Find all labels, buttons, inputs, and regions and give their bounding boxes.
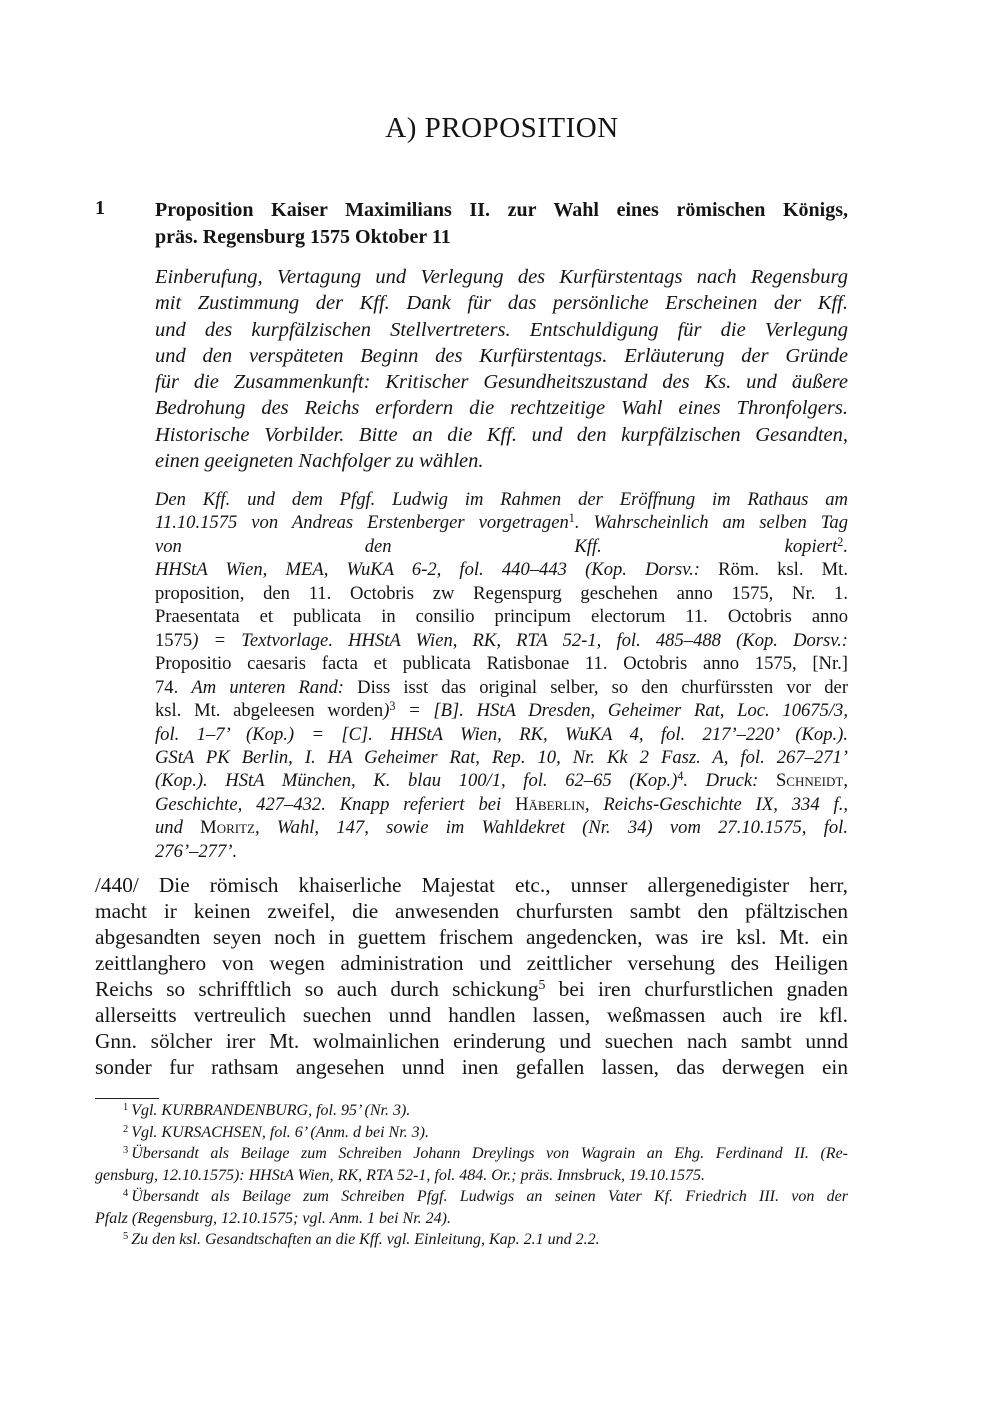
text-segment: /440/ Die römisch khaiserliche Majestat etc., unnser allergenedigister herr,: [95, 873, 848, 897]
text-line: [95, 1028, 848, 1054]
author-name: Häberlin: [515, 793, 585, 815]
text-line: [155, 582, 848, 605]
text-line: [95, 898, 848, 924]
text-line: [95, 1002, 848, 1028]
text-line: [155, 317, 848, 343]
text-line: [155, 264, 848, 290]
footnote-line: [95, 1143, 848, 1165]
footnote-line: [95, 1229, 848, 1251]
footnote-text: Pfalz (Regensburg, 12.10.1575; vgl. Anm. 1 bei Nr. 24).: [95, 1209, 451, 1227]
text-segment: Geschichte, 427–432. Knapp referiert bei: [155, 793, 516, 815]
text-line: [95, 924, 848, 950]
author-name: Moritz: [200, 817, 255, 839]
text-segment: Röm. ksl. Mt.: [700, 559, 848, 581]
document-heading: [155, 197, 848, 251]
text-line: [155, 605, 848, 628]
text-line: [155, 395, 848, 421]
footnote-text: Übersandt als Beilage zum Schreiben Johann Dreylings von Wagrain an Ehg. Ferdinand II. (Re-: [131, 1145, 848, 1162]
text-line: [155, 422, 848, 448]
footnote-reference[interactable]: 5: [538, 977, 546, 993]
footnote-divider: [95, 1098, 159, 1099]
text-segment: Historische Vorbilder. Bitte an die Kff. und den kurpfälzischen Gesandten,: [155, 423, 848, 446]
footnote-line: [95, 1100, 848, 1122]
text-segment: einen geeigneten Nachfolger zu wählen.: [155, 450, 484, 473]
text-line: [155, 793, 848, 816]
heading-line: präs. Regensburg 1575 Oktober 11: [155, 226, 451, 248]
text-segment: fol. 1–7’ (Kop.) = [C]. HHStA Wien, RK, WuKA 4, fol. 217’–220’ (Kop.).: [155, 723, 848, 745]
text-line: [155, 448, 848, 474]
text-segment: ): [383, 700, 390, 722]
text-line: [155, 652, 848, 675]
text-line: [155, 699, 848, 722]
text-segment: .: [843, 535, 848, 557]
text-segment: macht ir keinen zweifel, die anwesenden churfursten sambt den pfältzischen: [95, 899, 848, 923]
text-segment: und des kurpfälzischen Stellvertreters. Entschuldigung für die Verlegung: [155, 318, 848, 341]
text-segment: Den Kff. und dem Pfgf. Ludwig im Rahmen der Eröffnung im Rathaus am: [155, 489, 848, 510]
text-segment: proposition, den 11. Octobris zw Regenspurg geschehen anno 1575, Nr. 1.: [155, 582, 848, 604]
text-line: [155, 369, 848, 395]
source-description: [155, 488, 848, 863]
footnote-text: Übersandt als Beilage zum Schreiben Pfgf. Ludwigs an seinen Vater Kf. Friedrich III. von der: [131, 1188, 848, 1205]
text-line: [95, 976, 848, 1002]
footnote-number: 5: [123, 1231, 129, 1243]
text-segment: Reichs so schrifftlich so auch durch schickung: [95, 977, 539, 1001]
text-segment: bei iren churfurstlichen gnaden: [545, 977, 849, 1001]
text-segment: zeittlanghero von wegen administration und zeittlicher versehung des Heiligen: [95, 951, 848, 975]
text-line: [155, 343, 848, 369]
document-number: 1: [95, 197, 105, 219]
footnote-number: 3: [123, 1145, 129, 1157]
text-segment: , Wahl, 147, sowie im Wahldekret (Nr. 34) vom 27.10.1575, fol.: [254, 817, 848, 839]
text-segment: mit Zustimmung der Kff. Dank für das persönliche Erscheinen der Kff.: [155, 292, 848, 315]
text-segment: für die Zusammenkunft: Kritischer Gesundheitszustand des Ks. und äußere: [155, 371, 848, 394]
text-segment: Am unteren Rand:: [191, 676, 345, 698]
text-segment: abgesandten seyen noch in guettem frischem angedencken, was ire ksl. Mt. ein: [95, 925, 848, 949]
text-line: [155, 511, 848, 534]
document-body-text: [95, 872, 848, 1080]
text-segment: Diss isst das original selber, so den churfürssten vor der: [344, 676, 849, 698]
text-segment: 74.: [155, 676, 192, 698]
text-line: [155, 290, 848, 316]
footnote-number: 1: [123, 1102, 129, 1114]
footnote-reference[interactable]: 4: [677, 769, 684, 784]
text-segment: . Druck:: [683, 770, 776, 792]
footnote-text: Vgl. KURSACHSEN, fol. 6’ (Anm. d bei Nr. 3).: [131, 1123, 429, 1141]
text-segment: und den verspäteten Beginn des Kurfürstentags. Erläuterung der Gründe: [155, 344, 848, 367]
author-name: Schneidt,: [775, 770, 848, 792]
footnote-reference[interactable]: 1: [568, 511, 575, 526]
text-line: [155, 676, 848, 699]
text-line: [155, 840, 848, 863]
text-segment: 1575: [155, 629, 193, 651]
footnote-reference[interactable]: 3: [389, 699, 396, 714]
text-segment: ) = Textvorlage. HHStA Wien, RK, RTA 52-1, fol. 485–488 (Kop. Dorsv.:: [192, 629, 848, 651]
text-line: [155, 746, 848, 769]
text-segment: 276’–277’.: [155, 840, 238, 862]
text-segment: , Reichs-Geschichte IX, 334 f.,: [584, 793, 849, 815]
text-segment: von den Kff. kopiert: [155, 535, 838, 557]
text-segment: HHStA Wien, MEA, WuKA 6-2, fol. 440–443 (Kop. Dorsv.:: [155, 559, 701, 581]
footnote-text: Zu den ksl. Gesandtschaften an die Kff. vgl. Einleitung, Kap. 2.1 und 2.2.: [131, 1231, 600, 1248]
footnote-line: [95, 1165, 848, 1187]
text-line: [155, 723, 848, 746]
text-line: [95, 950, 848, 976]
text-line: [155, 816, 848, 839]
footnotes: [95, 1100, 848, 1251]
text-segment: Propositio caesaris facta et publicata Ratisbonae 11. Octobris anno 1575, [Nr.]: [155, 653, 848, 675]
text-line: [155, 488, 848, 511]
text-segment: Einberufung, Vertagung und Verlegung des Kurfürstentags nach Regensburg: [155, 266, 848, 288]
text-segment: ksl. Mt. abgeleesen worden: [155, 700, 384, 722]
text-segment: Praesentata et publicata in consilio principum electorum 11. Octobris anno: [155, 606, 848, 628]
text-line: [95, 872, 848, 898]
heading-line: Proposition Kaiser Maximilians II. zur Wahl eines römischen Königs,: [155, 199, 848, 221]
footnote-text: Vgl. KURBRANDENBURG, fol. 95’ (Nr. 3).: [131, 1102, 411, 1119]
footnote-line: [95, 1122, 848, 1144]
text-line: [155, 629, 848, 652]
text-segment: Gnn. sölcher irer Mt. wolmainlichen erinderung und suechen nach sambt unnd: [95, 1029, 848, 1053]
text-line: [95, 1054, 848, 1080]
footnote-number: 2: [123, 1123, 129, 1135]
text-segment: . Wahrscheinlich am selben Tag: [574, 512, 848, 534]
text-segment: allerseitts vertreulich suechen unnd handlen lassen, weßmassen auch ire kfl.: [95, 1003, 848, 1027]
footnote-line: [95, 1186, 848, 1208]
text-segment: = [B]. HStA Dresden, Geheimer Rat, Loc. 10675/3,: [395, 700, 849, 722]
text-line: [155, 769, 848, 792]
document-abstract: [155, 264, 848, 474]
text-segment: (Kop.). HStA München, K. blau 100/1, fol. 62–65 (Kop.): [155, 770, 678, 792]
text-line: [155, 558, 848, 581]
footnote-number: 4: [123, 1188, 129, 1200]
text-segment: GStA PK Berlin, I. HA Geheimer Rat, Rep. 10, Nr. Kk 2 Fasz. A, fol. 267–271’: [155, 746, 848, 768]
footnote-line: [95, 1208, 848, 1230]
text-segment: Bedrohung des Reichs erfordern die rechtzeitige Wahl eines Thronfolgers.: [155, 397, 848, 420]
text-segment: und: [155, 817, 201, 839]
footnote-text: gensburg, 12.10.1575): HHStA Wien, RK, RTA 52-1, fol. 484. Or.; präs. Innsbruck, 19.10.1575.: [95, 1166, 706, 1184]
footnote-reference[interactable]: 2: [837, 534, 844, 549]
text-segment: 11.10.1575 von Andreas Erstenberger vorgetragen: [155, 512, 569, 534]
section-title: A) PROPOSITION: [385, 112, 619, 144]
text-line: [155, 535, 848, 558]
text-segment: sonder fur rathsam angesehen unnd inen gefallen lassen, das derwegen ein: [95, 1055, 848, 1079]
